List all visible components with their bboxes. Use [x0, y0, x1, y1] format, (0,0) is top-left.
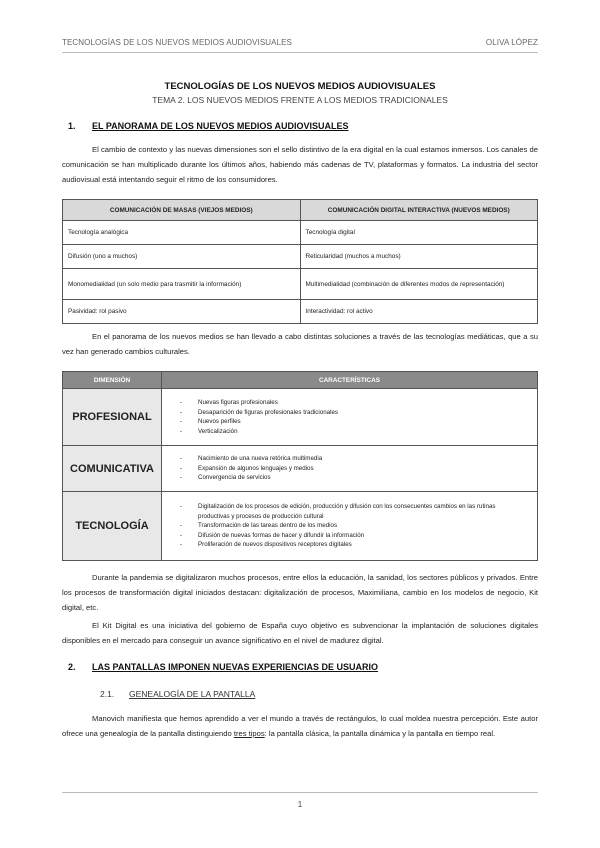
table-header-cell: COMUNICACIÓN DE MASAS (VIEJOS MEDIOS) [63, 200, 301, 221]
page-number: 1 [297, 800, 303, 809]
characteristics-list [180, 398, 527, 436]
section-1-title: EL PANORAMA DE LOS NUEVOS MEDIOS AUDIOVISUALES [92, 121, 349, 131]
table-row [63, 300, 538, 324]
footer-divider [62, 792, 538, 793]
paragraph-3: Durante la pandemia se digitalizaron muchos procesos, entre ellos la educación, la sanidad, los sectores públicos y privados. Entre los procesos de transformación digital iniciados destacan: digitalización de procesos, Maximiliana, cambio en los modelos de negocio, Kit digital, etc. [62, 573, 538, 612]
list-item: - Digitalización de los procesos de edición, producción y difusión con los consecuentes cambios en las rutinas productivas y procesos de producción cultural [180, 502, 527, 521]
list-item: - Proliferación de nuevos dispositivos receptores digitales [180, 540, 527, 550]
paragraph-2: En el panorama de los nuevos medios se han llevado a cabo distintas soluciones a través de las tecnologías mediáticas, que a su vez han generado cambios culturales. [62, 332, 538, 356]
document-subtitle: TEMA 2. LOS NUEVOS MEDIOS FRENTE A LOS MEDIOS TRADICIONALES [152, 95, 448, 105]
document-title: TECNOLOGÍAS DE LOS NUEVOS MEDIOS AUDIOVISUALES [164, 81, 436, 92]
table-cell: Interactividad: rol activo [300, 300, 538, 324]
list-item: - Transformación de las tareas dentro de los medios [180, 521, 527, 531]
list-item: - Verticalización [180, 427, 527, 437]
media-comparison-table [62, 199, 538, 324]
characteristics-list [180, 454, 527, 483]
table-row [63, 269, 538, 300]
list-item: - Nuevas figuras profesionales [180, 398, 527, 408]
header-left: TECNOLOGÍAS DE LOS NUEVOS MEDIOS AUDIOVISUALES [62, 38, 292, 47]
running-header [62, 38, 538, 47]
table-row [63, 446, 538, 492]
table-header-cell: COMUNICACIÓN DIGITAL INTERACTIVA (NUEVOS MEDIOS) [300, 200, 538, 221]
list-item: - Convergencia de servicios [180, 473, 527, 483]
table-cell: Pasividad: rol pasivo [63, 300, 301, 324]
section-2-number: 2. [68, 662, 76, 672]
section-2-1-heading [100, 689, 255, 699]
list-item: - Expansión de algunos lenguajes y medios [180, 464, 527, 474]
section-2-1-number: 2.1. [100, 689, 115, 699]
table-header-row [63, 372, 538, 389]
characteristics-cell [162, 446, 538, 492]
section-2-title: LAS PANTALLAS IMPONEN NUEVAS EXPERIENCIAS DE USUARIO [92, 662, 379, 672]
table-cell: Tecnología analógica [63, 221, 301, 245]
table-cell: Tecnología digital [300, 221, 538, 245]
paragraph-5-text: Manovich manifiesta que hemos aprendido a ver el mundo a través de rectángulos, lo cual moldea nuestra percepción. Este autor ofrece una genealogía de la pantalla distinguiendo [62, 714, 538, 738]
dimensions-table [62, 371, 538, 561]
paragraph-5-text-end: : la pantalla clásica, la pantalla dinámica y la pantalla en tiempo real. [264, 729, 496, 738]
dimension-label: TECNOLOGÍA [63, 492, 162, 561]
section-2-1-title: GENEALOGÍA DE LA PANTALLA [129, 689, 256, 699]
header-right: OLIVA LÓPEZ [485, 38, 538, 47]
characteristics-cell [162, 389, 538, 446]
list-item: - Nuevos perfiles [180, 417, 527, 427]
section-1-heading [68, 121, 349, 131]
table-row [63, 245, 538, 269]
list-item: - Desaparición de figuras profesionales tradicionales [180, 408, 527, 418]
table-row [63, 492, 538, 561]
section-1-number: 1. [68, 121, 76, 131]
list-item: - Nacimiento de una nueva retórica multimedia [180, 454, 527, 464]
table-cell: Difusión (uno a muchos) [63, 245, 301, 269]
table-row [63, 389, 538, 446]
list-item: - Difusión de nuevas formas de hacer y difundir la información [180, 531, 527, 541]
paragraph-1: El cambio de contexto y las nuevas dimensiones son el sello distintivo de la era digital en la cual estamos inmersos. Los canales de comunicación se han multiplicado durante los últimos años, habiendo más cadenas de TV, plataformas y formatos. La industria del sector audiovisual está intentando seguir el ritmo de los consumidores. [62, 145, 538, 184]
paragraph-4: El Kit Digital es una iniciativa del gobierno de España cuyo objetivo es subvencionar la implantación de soluciones digitales disponibles en el mercado para conseguir un avance significativo en el nivel de madurez digital. [62, 621, 538, 645]
characteristics-list [180, 502, 527, 550]
table-cell: Monomedialidad (un solo medio para trasmitir la información) [63, 269, 301, 300]
section-2-heading [68, 662, 378, 672]
dimension-label: PROFESIONAL [63, 389, 162, 446]
dimension-label: COMUNICATIVA [63, 446, 162, 492]
table-header-cell: CARACTERÍSTICAS [162, 372, 538, 389]
paragraph-5 [62, 711, 538, 741]
table-cell: Multimedialidad (combinación de diferentes modos de representación) [300, 269, 538, 300]
table-row [63, 221, 538, 245]
header-divider [62, 52, 538, 53]
paragraph-5-emphasis: tres tipos [233, 729, 265, 738]
table-cell: Reticularidad (muchos a muchos) [300, 245, 538, 269]
characteristics-cell [162, 492, 538, 561]
table-header-row [63, 200, 538, 221]
table-header-cell: DIMENSIÓN [63, 372, 162, 389]
